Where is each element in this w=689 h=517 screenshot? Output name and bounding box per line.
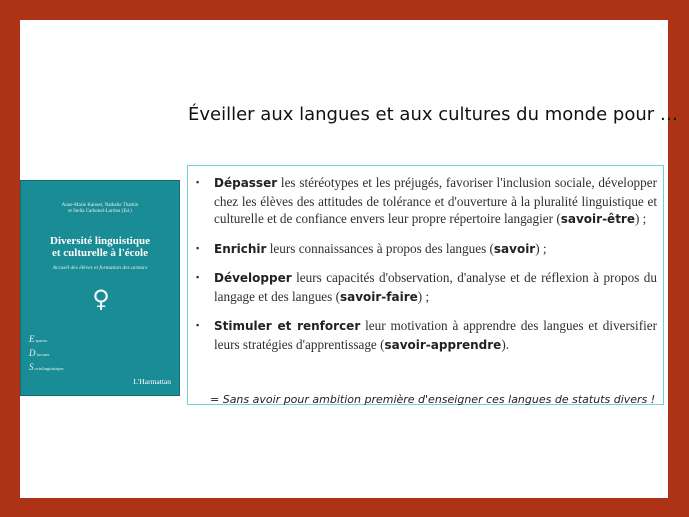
book-publisher: L'Harmattan [133,377,171,386]
item-key: savoir [493,241,536,256]
item-lead: Stimuler et renforcer [214,319,361,333]
list-item [194,240,657,259]
book-title-line: et culturelle à l'école [51,247,148,259]
bullet-icon: ▪ [196,272,200,282]
book-title-line: Diversité linguistique [50,235,150,247]
slide-title: Éveiller aux langues et aux cultures du monde pour … [188,104,678,125]
collection-line: Espaces [29,334,48,344]
list-item [194,174,657,229]
objectives-box [187,165,664,405]
book-cover-image [20,180,180,396]
item-text-end: ) ; [535,240,547,256]
book-emblem-icon: ♀ [92,285,110,313]
list-item [194,269,657,306]
book-authors-line: et Stella Carbonel-Larrieu (Ed.) [68,209,132,214]
book-title [21,235,179,259]
bullet-icon: ▪ [196,242,200,253]
item-text: les stéréotypes et les préjugés, favoriser l'inclusion sociale, développer chez les élèves des attitudes de tolérance et d'ouverture à la pluralité linguistique et culturelle et de confiance envers leur propre répertoire langagier ( [214,175,657,226]
item-lead: Enrichir [214,241,267,256]
book-collection [29,333,64,375]
book-subtitle: Accueil des élèves et formation des acteurs [52,265,148,271]
footnote: = Sans avoir pour ambition première d'enseigner ces langues de statuts divers ! [210,393,656,406]
collection-line: Discours [29,348,50,358]
item-lead: Développer [214,271,292,285]
item-text-end: ) ; [417,288,430,304]
item-text-end: ) ; [634,211,647,226]
list-item [194,317,657,354]
book-authors-line: Anne-Marie Kaisser, Nathalie Thamin [61,203,139,208]
collection-line: Sociolinguistique [29,362,64,372]
bullet-icon: ▪ [196,177,200,187]
item-text: leurs connaissances à propos des langues ( [266,240,494,256]
bullet-icon: ▪ [196,320,200,330]
item-text: leur motivation à apprendre des langues et diversifier leurs stratégies d'apprentissage ( [214,318,657,352]
objectives-list [194,174,657,354]
item-key: savoir-être [560,212,635,226]
item-text-end: ). [501,336,510,352]
slide [20,20,678,498]
item-text: leurs capacités d'observation, d'analyse et de réflexion à propos du langage et des langues ( [214,270,657,304]
item-key: savoir-faire [339,289,418,304]
item-key: savoir-apprendre [384,337,502,352]
item-lead: Dépasser [214,176,278,190]
book-authors [21,203,179,215]
